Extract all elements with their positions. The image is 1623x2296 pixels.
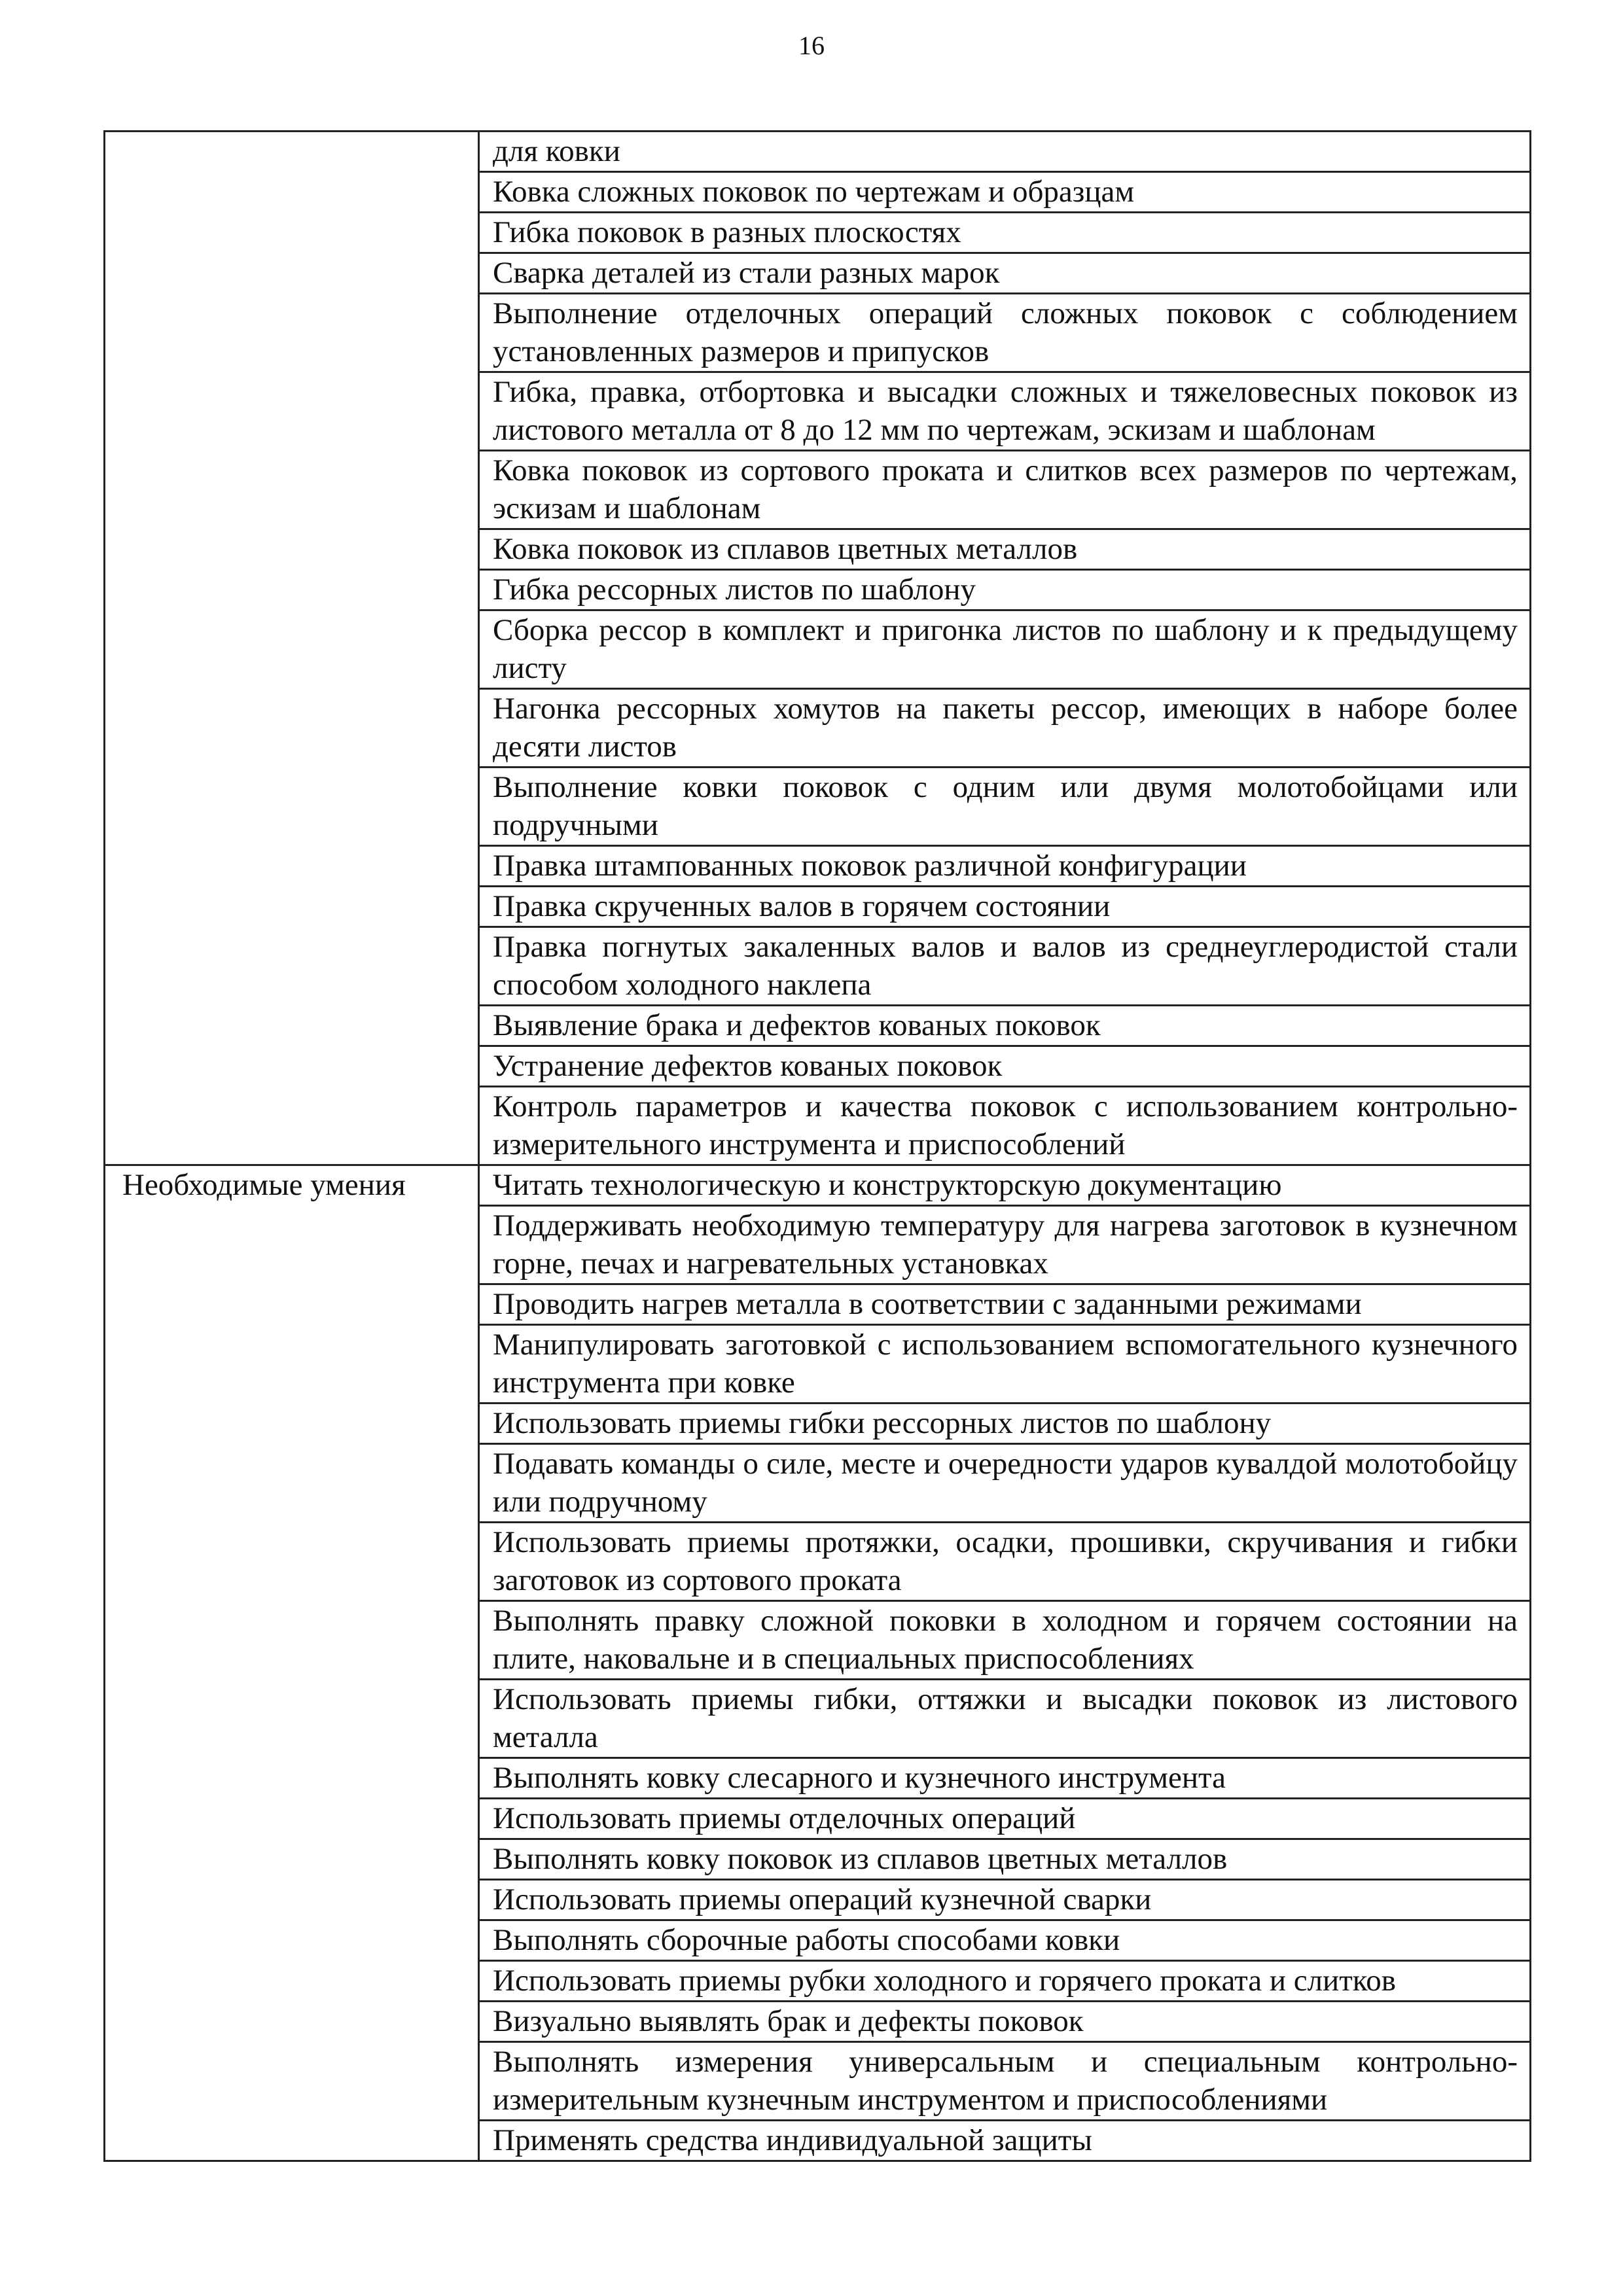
table-cell-item: Ковка поковок из сортового проката и слитков всех размеров по чертежам, эскизам и шаблонам bbox=[479, 451, 1531, 529]
table-cell-item: Выявление брака и дефектов кованых поковок bbox=[479, 1006, 1531, 1046]
table-cell-item: Выполнять ковку слесарного и кузнечного инструмента bbox=[479, 1758, 1531, 1799]
table-cell-item: Гибка поковок в разных плоскостях bbox=[479, 213, 1531, 253]
table-body bbox=[105, 132, 1531, 2161]
table-cell-item: Сборка рессор в комплект и пригонка листов по шаблону и к предыдущему листу bbox=[479, 610, 1531, 689]
table-cell-item: Выполнять ковку поковок из сплавов цветных металлов bbox=[479, 1839, 1531, 1880]
table-cell-item: Выполнение отделочных операций сложных поковок с соблюдением установленных размеров и припусков bbox=[479, 294, 1531, 372]
section-label bbox=[105, 132, 479, 1165]
table-cell-item: Поддерживать необходимую температуру для нагрева заготовок в кузнечном горне, печах и нагревательных установках bbox=[479, 1206, 1531, 1284]
table-cell-item: Выполнять правку сложной поковки в холодном и горячем состоянии на плите, наковальне и в специальных приспособлениях bbox=[479, 1601, 1531, 1680]
table-cell-item: Использовать приемы протяжки, осадки, прошивки, скручивания и гибки заготовок из сортового проката bbox=[479, 1523, 1531, 1601]
table-row bbox=[105, 1165, 1531, 1206]
table-cell-item: Использовать приемы рубки холодного и горячего проката и слитков bbox=[479, 1961, 1531, 2002]
table-cell-item: Ковка поковок из сплавов цветных металлов bbox=[479, 529, 1531, 570]
table-cell-item: Читать технологическую и конструкторскую документацию bbox=[479, 1165, 1531, 1206]
table-cell-item: Использовать приемы гибки рессорных листов по шаблону bbox=[479, 1404, 1531, 1444]
table-cell-item: Правка скрученных валов в горячем состоянии bbox=[479, 887, 1531, 927]
table-cell-item: Ковка сложных поковок по чертежам и образцам bbox=[479, 172, 1531, 213]
table-cell-item: Гибка, правка, отбортовка и высадки сложных и тяжеловесных поковок из листового металла от 8 до 12 мм по чертежам, эскизам и шаблонам bbox=[479, 372, 1531, 451]
table-cell-item: Применять средства индивидуальной защиты bbox=[479, 2121, 1531, 2161]
table-cell-item: Выполнение ковки поковок с одним или двумя молотобойцами или подручными bbox=[479, 768, 1531, 846]
competency-table bbox=[103, 130, 1531, 2162]
table-cell-item: Нагонка рессорных хомутов на пакеты рессор, имеющих в наборе более десяти листов bbox=[479, 689, 1531, 768]
table-cell-item: Контроль параметров и качества поковок с использованием контрольно-измерительного инструмента и приспособлений bbox=[479, 1087, 1531, 1165]
table-cell-item: Сварка деталей из стали разных марок bbox=[479, 253, 1531, 294]
table-cell-item: Использовать приемы операций кузнечной сварки bbox=[479, 1880, 1531, 1920]
table-cell-item: Выполнять измерения универсальным и специальным контрольно-измерительным кузнечным инструментом и приспособлениями bbox=[479, 2042, 1531, 2121]
table-cell-item: Манипулировать заготовкой с использованием вспомогательного кузнечного инструмента при ковке bbox=[479, 1325, 1531, 1404]
table-cell-item: Правка погнутых закаленных валов и валов из среднеуглеродистой стали способом холодного наклепа bbox=[479, 927, 1531, 1006]
section-label: Необходимые умения bbox=[105, 1165, 479, 2161]
table-cell-item: Использовать приемы отделочных операций bbox=[479, 1799, 1531, 1839]
table-cell-item: Гибка рессорных листов по шаблону bbox=[479, 570, 1531, 610]
table-cell-item: Устранение дефектов кованых поковок bbox=[479, 1046, 1531, 1087]
table-cell-item: Правка штампованных поковок различной конфигурации bbox=[479, 846, 1531, 887]
table-cell-item: для ковки bbox=[479, 132, 1531, 172]
table-cell-item: Подавать команды о силе, месте и очередности ударов кувалдой молотобойцу или подручному bbox=[479, 1444, 1531, 1523]
table-cell-item: Проводить нагрев металла в соответствии с заданными режимами bbox=[479, 1284, 1531, 1325]
table-cell-item: Визуально выявлять брак и дефекты поковок bbox=[479, 2002, 1531, 2042]
table-cell-item: Выполнять сборочные работы способами ковки bbox=[479, 1920, 1531, 1961]
table-cell-item: Использовать приемы гибки, оттяжки и высадки поковок из листового металла bbox=[479, 1680, 1531, 1758]
page-number: 16 bbox=[798, 31, 825, 60]
table-row bbox=[105, 132, 1531, 172]
